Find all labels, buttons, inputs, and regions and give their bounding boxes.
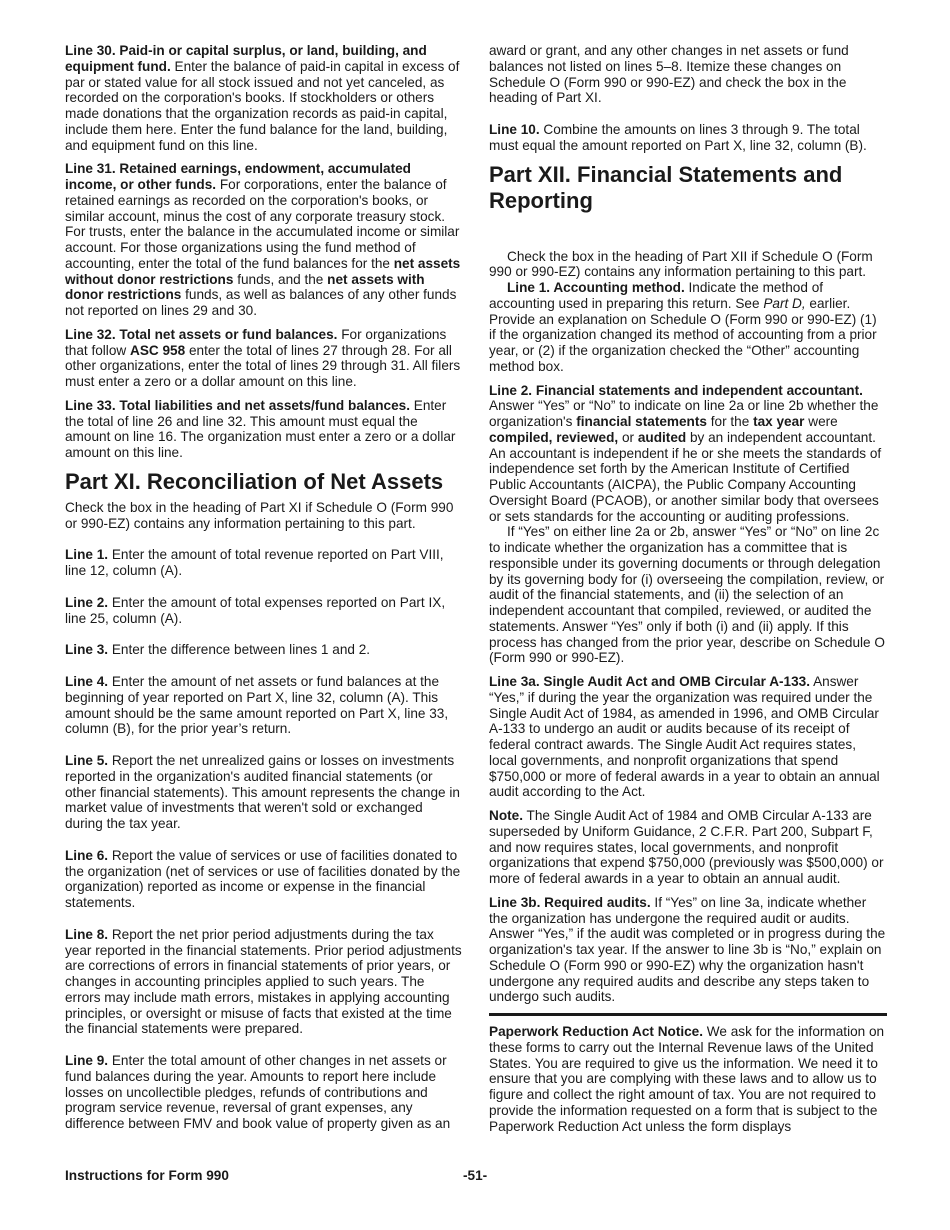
part-xii-line-3a-text: Answer “Yes,” if during the year the organization was required under the Single Audit Act of 1984, as amended in 1996, and OMB Circular A-133 to undergo an audit or audits because of its receipt of federal contract awards. The Single Audit Act requires states, local governments, and nonprofit organizations that spend $750,000 or more of federal awards in a year to obtain an annual audit according to the Act. xyxy=(489,674,880,800)
line-10-entry xyxy=(489,122,887,154)
part-xi-title: Part XI. Reconciliation of Net Assets xyxy=(65,468,444,494)
paperwork-reduction-notice xyxy=(489,1024,887,1134)
line-31-bold-term: net assets with donor restrictions xyxy=(65,271,425,303)
part-xii-line-2-entry xyxy=(489,383,887,525)
part-xii-line-3b-heading: Line 3b. Required audits. xyxy=(489,894,651,910)
part-xi-line-text: Report the net unrealized gains or losses on investments reported in the organization's audited financial statements (or other financial statements). This amount represents the change in market value of investments that weren't sold or exchanged during the tax year. xyxy=(65,753,460,831)
part-xi-line-heading: Line 9. xyxy=(65,1053,109,1068)
note-heading: Note. xyxy=(489,808,523,823)
part-xii-line-2c-text: If “Yes” on either line 2a or 2b, answer “Yes” or “No” on line 2c to indicate whether the organization has a committee that is responsible under its governing documents or through delegation by its governing body for (i) overseeing the compilation, review, or audit of the financial statements, and (ii) the selection of an independent accountant that compiled, reviewed, or audited the statements. Answer “Yes” only if both (i) and (ii) apply. If this process has changed from the prior year, describe on Schedule O (Form 990 or 990-EZ). xyxy=(489,524,885,666)
bold-term: financial statements xyxy=(576,414,707,429)
part-xii-line-1-heading: Line 1. Accounting method. xyxy=(507,280,685,295)
part-xi-line-entry xyxy=(65,753,463,832)
line-32-entry xyxy=(65,327,463,390)
part-xi-line-text: Enter the amount of total revenue reported on Part VIII, line 12, column (A). xyxy=(65,547,444,578)
part-xii-line-1-text: earlier. Provide an explanation on Schedule O (Form 990 or 990-EZ) (1) if the organization changed its method of accounting from a prior year, or (2) if the organization checked the “Other” accounting method box. xyxy=(489,295,877,374)
part-xi-line-entry xyxy=(65,1053,463,1132)
line-33-text: Enter the total of line 26 and line 32. This amount must equal the amount on line 16. The organization must enter a zero or a dollar amount on this line. xyxy=(65,397,456,460)
part-xii-line-2-text: by an independent accountant. An accountant is independent if he or she meets the standards of independence set forth by the American Institute of Certified Public Accountants (AICPA), the Public Company Accounting Oversight Board (PCAOB), or another similar body that oversees or sets standards for the accounting or auditing professions. xyxy=(489,429,882,524)
part-xii-line-2-heading: Line 2. Financial statements and independent accountant. xyxy=(489,382,863,398)
line-10-heading: Line 10. xyxy=(489,122,540,137)
part-xii-line-2-text: for the xyxy=(710,414,750,429)
part-xii-line-3a-heading: Line 3a. Single Audit Act and OMB Circular A-133. xyxy=(489,674,811,689)
part-xi-line-entry xyxy=(65,848,463,911)
line-31-entry xyxy=(65,161,463,319)
line-9-continued: award or grant, and any other changes in net assets or fund balances not listed on lines 5–8. Itemize these changes on Schedule O (Form 990 or 990-EZ) and check the box in the heading of Part XI. xyxy=(489,43,849,106)
part-xi-line-heading: Line 1. xyxy=(65,547,109,563)
line-10-text: Combine the amounts on lines 3 through 9. The total must equal the amount reported on Part X, line 32, column (B). xyxy=(489,122,867,153)
part-xi-line-heading: Line 2. xyxy=(65,594,109,610)
line-30-text: Enter the balance of paid-in capital in excess of par or stated value for all stock issued and not yet canceled, as recorded on the corporation's books. If stockholders or others made donations that the organization records as paid-in capital, include them here. Enter the fund balance for the land, building, and equipment fund on this line. xyxy=(65,58,460,153)
line-31-bold-term: net assets without donor restrictions xyxy=(65,255,461,287)
part-xi-line-entry xyxy=(65,927,463,1037)
part-xi-line-heading: Line 3. xyxy=(65,642,109,658)
part-xi-line-text: Enter the total amount of other changes in net assets or fund balances during the year. Amounts to report here include losses on uncollectible pledges, refunds of contributions and program service revenue, reversal of grant expenses, any difference between FMV and book value of property given as an xyxy=(65,1053,451,1131)
part-xi-line-entry xyxy=(65,547,463,579)
part-xi-line-entry xyxy=(65,674,463,737)
right-column xyxy=(489,43,887,1134)
part-xii-title: Part XII. Financial Statements and Reporting xyxy=(489,161,843,213)
part-xi-line-heading: Line 6. xyxy=(65,847,109,863)
part-xii-line-2-text: or xyxy=(621,429,635,445)
part-xi-line-entry xyxy=(65,595,463,627)
line-30-entry xyxy=(65,43,463,153)
paperwork-reduction-heading: Paperwork Reduction Act Notice. xyxy=(489,1024,704,1039)
bold-term: audited xyxy=(637,429,687,445)
part-xii-line-3b-text: If “Yes” on line 3a, indicate whether the organization has undergone the required audit or audits. Answer “Yes,” if the audit was completed or in progress during the organization's tax year. If the answer to line 3b is “No,” explain on Schedule O (Form 990 or 990-EZ) why the organization hasn't undergone any required audits and describe any steps taken to undergo such audits. xyxy=(489,894,886,1005)
line-31-heading: Line 31. Retained earnings, endowment, accumulated income, or other funds. xyxy=(65,161,411,192)
paperwork-reduction-text: We ask for the information on these forms to carry out the Internal Revenue laws of the United States. You are required to give us the information. We need it to ensure that you are complying with these laws and to allow us to figure and collect the right amount of tax. You are not required to provide the information requested on a form that is subject to the Paperwork Reduction Act unless the form displays xyxy=(489,1024,885,1134)
bold-term: tax year xyxy=(753,414,805,429)
left-column xyxy=(65,43,463,1140)
line-32-text: For organizations that follow xyxy=(65,326,447,358)
line-33-entry xyxy=(65,398,463,461)
line-31-text: funds, as well as balances of any other funds not reported on lines 29 and 30. xyxy=(65,287,457,318)
part-xi-line-heading: Line 8. xyxy=(65,926,109,942)
part-xi-line-heading: Line 5. xyxy=(65,753,109,768)
part-xi-intro: Check the box in the heading of Part XI if Schedule O (Form 990 or 990-EZ) contains any information pertaining to this part. xyxy=(65,499,454,531)
line-33-heading: Line 33. Total liabilities and net assets/fund balances. xyxy=(65,397,410,413)
line-31-text: For corporations, enter the balance of retained earnings as recorded on the corporation's books, or similar account, minus the cost of any corporate treasury stock. For trusts, enter the balance in the accumulated income or similar account. For those organizations using the fund method of accounting, enter the total of the fund balances for the xyxy=(65,177,460,271)
part-xi-line-heading: Line 4. xyxy=(65,674,109,689)
part-d-reference: Part D, xyxy=(763,295,806,311)
line-32-heading: Line 32. Total net assets or fund balances. xyxy=(65,326,338,342)
part-xi-line-text: Report the value of services or use of facilities donated to the organization (net of services or use of facilities donated by the organization) reported as income or expense in the financial statements. xyxy=(65,847,461,910)
part-xii-line-2-text: were xyxy=(808,414,838,429)
section-divider xyxy=(489,1013,887,1016)
note-text: The Single Audit Act of 1984 and OMB Circular A-133 are superseded by Uniform Guidance, 2 C.F.R. Part 200, Subpart F, and now requires states, local governments, and nonprofit organizations that expend $750,000 (previously was $500,000) or more of federal awards in a year to obtain an annual audit. xyxy=(489,808,884,886)
note-entry xyxy=(489,808,887,887)
part-xi-line-text: Enter the amount of net assets or fund balances at the beginning of year reported on Part X, line 32, column (A). This amount should be the same amount reported on Part X, line 33, column (B), for the prior year’s return. xyxy=(65,674,449,737)
part-xii-intro: Check the box in the heading of Part XII if Schedule O (Form 990 or 990-EZ) contains any information pertaining to this part. xyxy=(489,248,873,280)
line-31-text: funds, and the xyxy=(237,271,324,287)
line-30-heading: Line 30. Paid-in or capital surplus, or land, building, and equipment fund. xyxy=(65,43,427,74)
part-xi-line-entry xyxy=(65,642,463,658)
part-xi-line-text: Enter the amount of total expenses reported on Part IX, line 25, column (A). xyxy=(65,594,446,626)
line-32-text: enter the total of lines 27 through 28. For all other organizations, enter the total of lines 29 through 31. All filers must enter a zero or a dollar amount on this line. xyxy=(65,342,461,389)
part-xii-line-1-entry xyxy=(489,280,887,375)
part-xi-line-text: Report the net prior period adjustments during the tax year reported in the financial statements. Prior period adjustments are corrections of errors in financial statements of prior years, or changes in accounting principles applied to such years. The errors may include math errors, mistakes in applying accounting principles, or oversight or misuse of facts that existed at the time the financial statements were prepared. xyxy=(65,926,462,1037)
part-xi-lines xyxy=(65,547,463,1132)
footer-form-title: Instructions for Form 990 xyxy=(65,1168,229,1183)
part-xii-line-2-text: Answer “Yes” or “No” to indicate on line 2a or line 2b whether the organization's xyxy=(489,398,879,429)
part-xii-line-1-text: Indicate the method of accounting used in preparing this return. See xyxy=(489,280,824,311)
bold-term: compiled, reviewed, xyxy=(489,429,619,445)
part-xi-line-text: Enter the difference between lines 1 and 2. xyxy=(111,642,371,658)
part-xii-line-3a-entry xyxy=(489,674,887,800)
part-xii-line-3b-entry xyxy=(489,895,887,1005)
page-number: -51- xyxy=(463,1168,488,1183)
line-32-bold-term: ASC 958 xyxy=(130,342,186,358)
